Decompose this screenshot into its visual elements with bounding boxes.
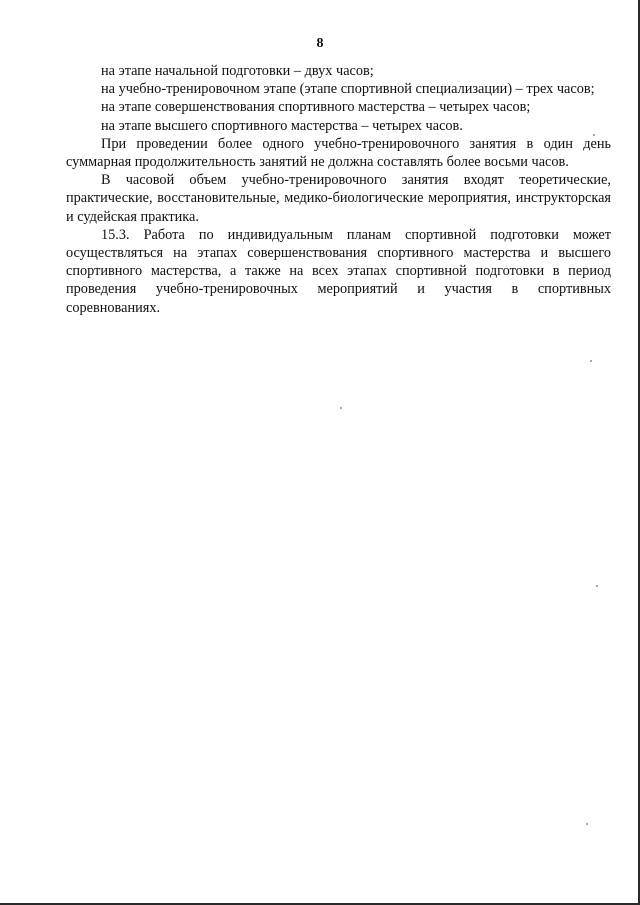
scan-speck — [596, 585, 598, 587]
paragraph-training-stage: на учебно-тренировочном этапе (этапе спортивной специализации) – трех часов; — [101, 81, 595, 98]
scan-speck — [586, 823, 588, 825]
scan-speck — [590, 360, 592, 362]
page-number: 8 — [316, 36, 324, 51]
paragraph-initial-stage: на этапе начальной подготовки – двух часов; — [101, 63, 374, 79]
scan-speck — [593, 134, 595, 136]
paragraph-highest-stage: на этапе высшего спортивного мастерства – четырех часов. — [101, 117, 463, 134]
body-text — [66, 62, 611, 317]
paragraph-improvement-stage: на этапе совершенствования спортивного мастерства – четырех часов; — [101, 99, 531, 116]
scan-speck — [340, 407, 342, 409]
paragraph-daily-limit: При проведении более одного учебно-тренировочного занятия в один день суммарная продолжительность занятий не должна составлять более восьми часов. — [66, 135, 611, 171]
paragraph-hourly-volume: В часовой объем учебно-тренировочного занятия входят теоретические, практические, восстановительные, медико-биологические мероприятия, инструкторская и судейская практика. — [66, 172, 611, 225]
paragraph-section-15-3: 15.3. Работа по индивидуальным планам спортивной подготовки может осуществляться на этапах совершенствования спортивного мастерства и высшего спортивного мастерства, а также на всех этапах спортивной подготовки в период проведения учебно-тренировочных мероприятий и участия в спортивных соревнованиях. — [66, 226, 611, 316]
